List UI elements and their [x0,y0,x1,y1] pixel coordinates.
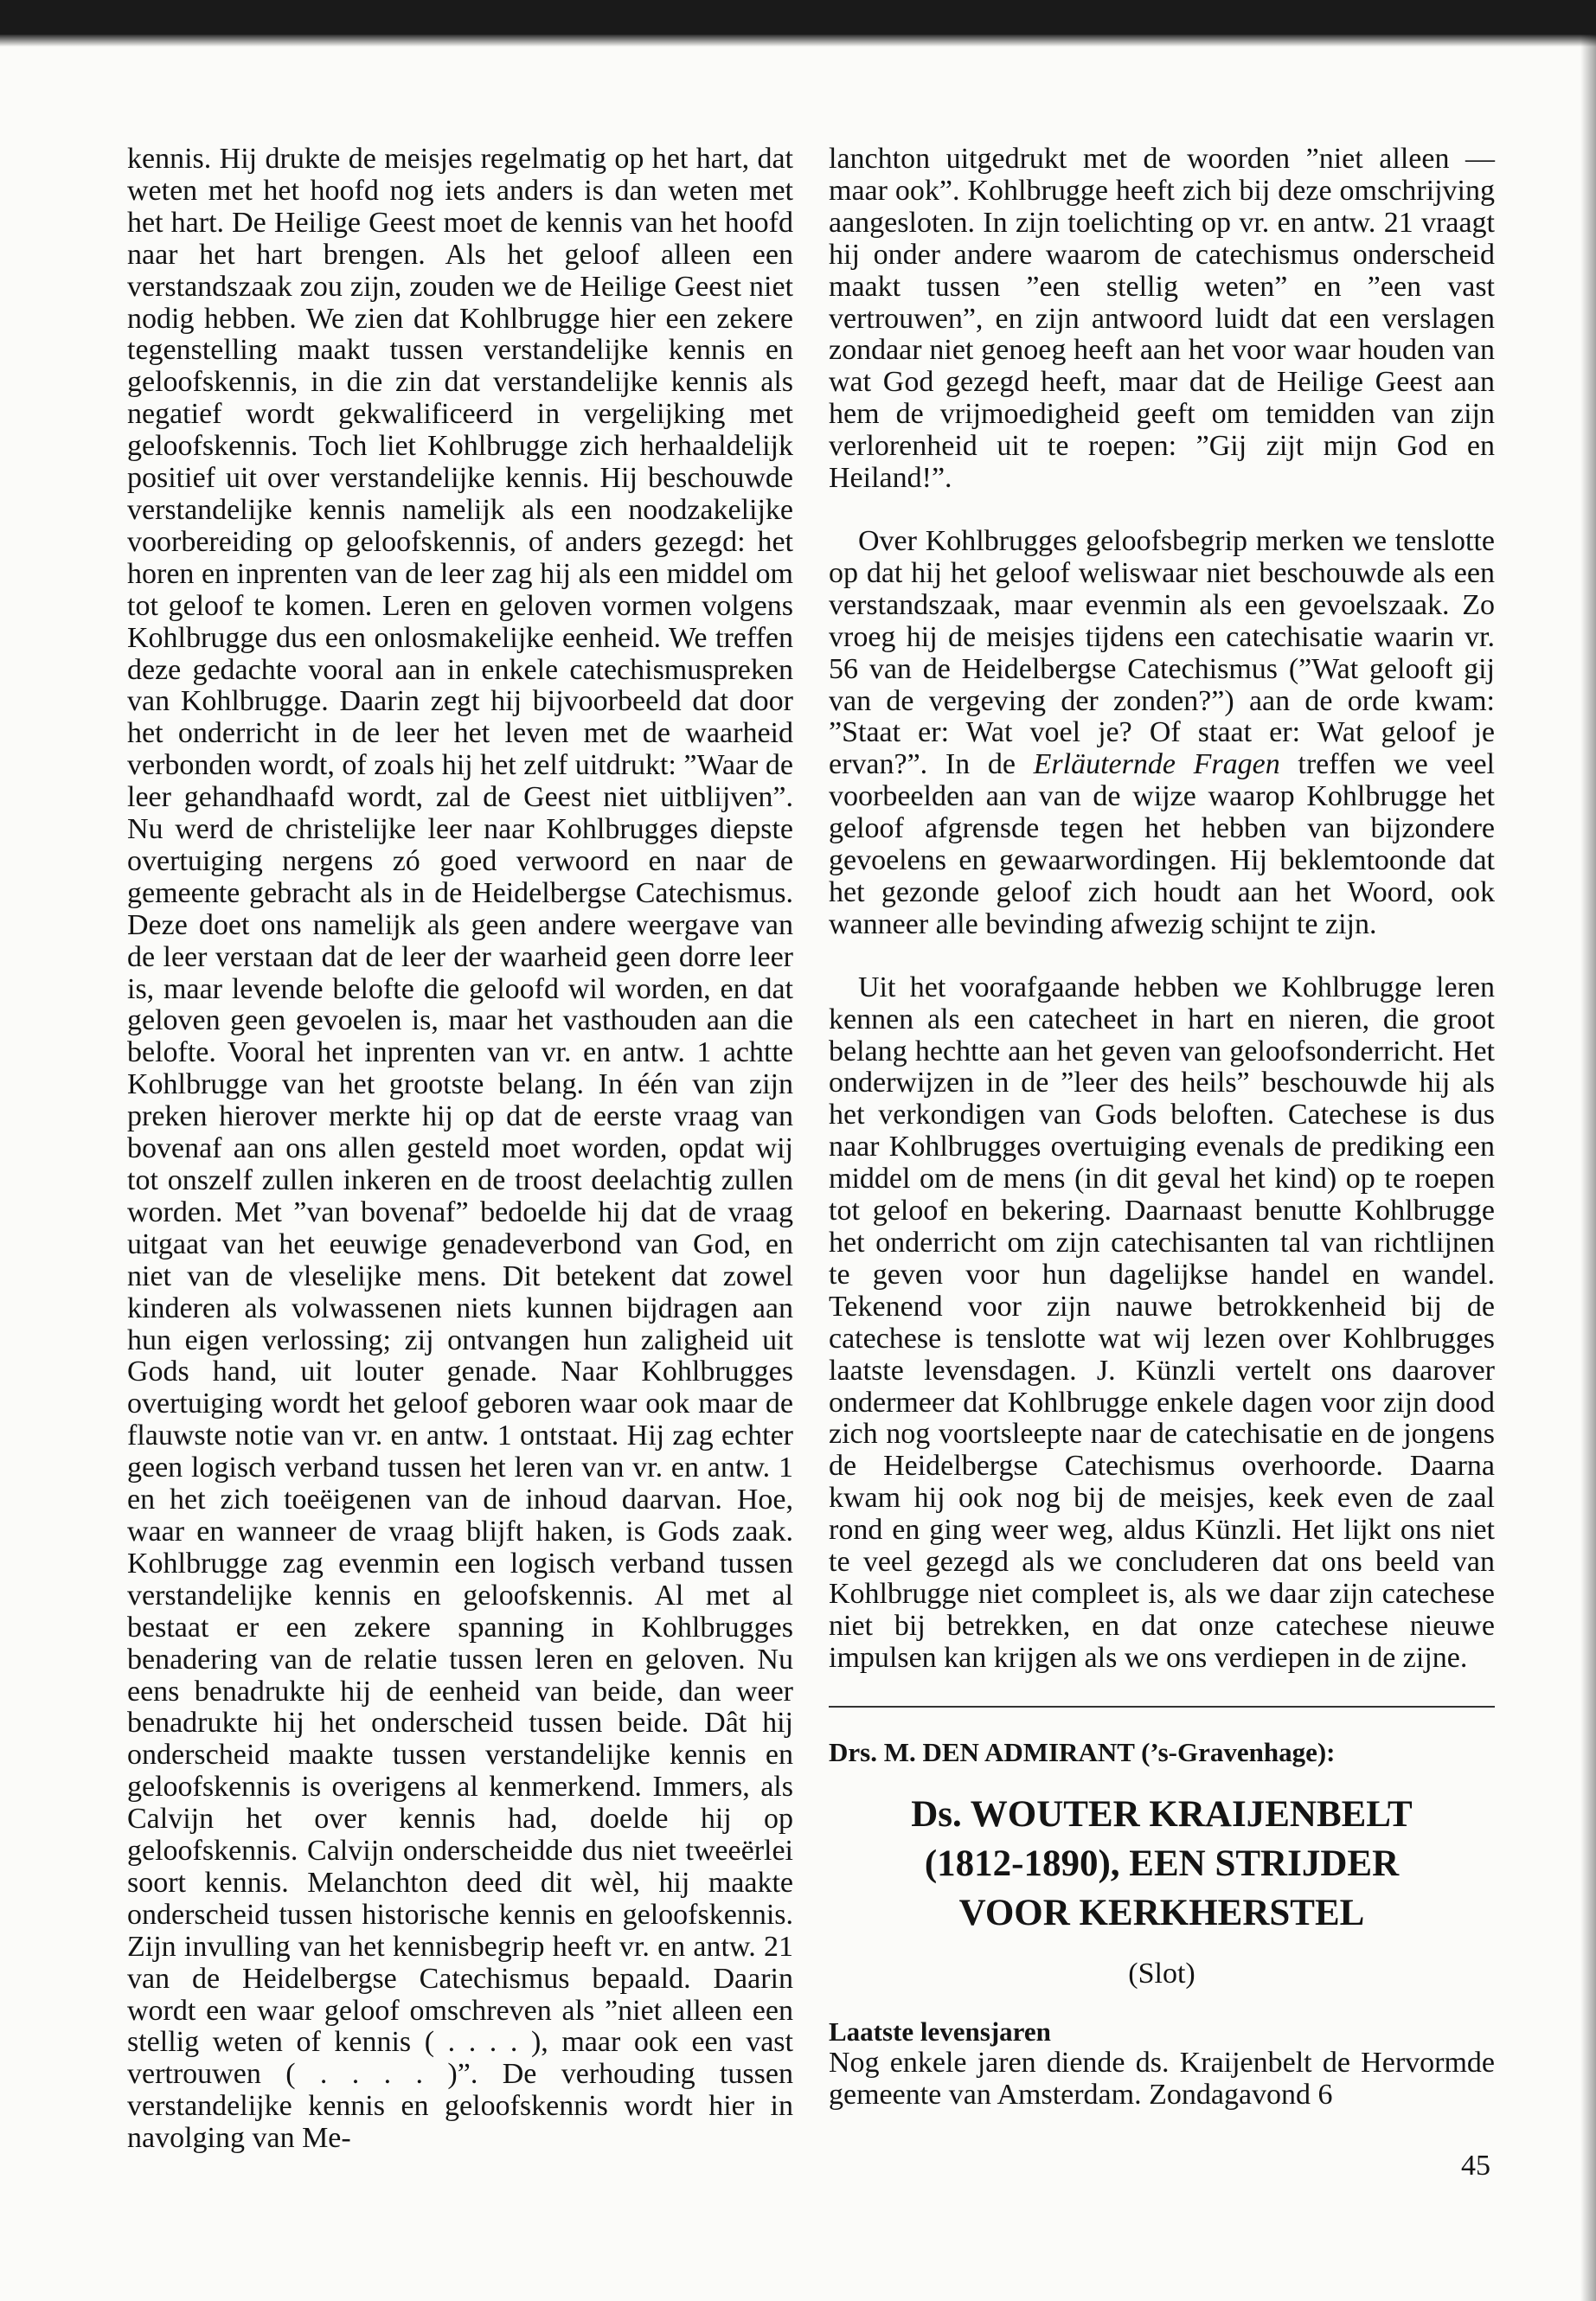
right-paragraph-2 [829,526,1495,941]
italic-book-title: Erläuternde Fragen [1033,748,1280,781]
left-column [127,144,793,2155]
right-paragraph-3: Uit het voorafgaande hebben we Kohlbrugge leren kennen als een catecheet in hart en nieren, die groot belang hechtte aan het geven van geloofsonderricht. Het onderwijzen in de ”leer des heils” beschouwde hij als het verkondigen van Gods beloften. Catechese is dus naar Kohlbrugges overtuiging evenals de prediking een middel om de mens (in dit geval het kind) op te roepen tot geloof en bekering. Daarnaast benutte Kohlbrugge het onderricht om zijn catechisanten tal van richtlijnen te geven voor hun dagelijkse handel en wandel. Tekenend voor zijn nauwe betrokkenheid bij de catechese is tenslotte wat wij lezen over Kohlbrugges laatste levensdagen. J. Künzli vertelt ons daarover ondermeer dat Kohlbrugge enkele dagen voor zijn dood zich nog voortsleepte naar de catechisatie en de jongens de Heidelbergse Catechismus overhoorde. Daarna kwam hij ook nog bij de meisjes, keek even de zaal rond en ging weer weg, aldus Künzli. Het lijkt ons niet te veel gezegd als we concluderen dat ons beeld van Kohlbrugge niet compleet is, als we daar zijn catechese niet bij betrekken, en dat onze catechese nieuwe impulsen kan krijgen als we ons verdiepen in de zijne. [829,971,1495,1674]
article-title [829,1790,1495,1938]
article-title-line-2: (1812-1890), EEN STRIJDER [924,1843,1400,1884]
article-divider [829,1706,1495,1708]
article-title-line-1: Ds. WOUTER KRAIJENBELT [911,1793,1413,1835]
right-paragraph-2-start: Over Kohlbrugges geloofsbegrip merken we tenslotte op dat hij het geloof weliswaar niet beschouwde als een verstandszaak, maar evenmin als een gevoelszaak. Zo vroeg hij de meisjes tijdens een catechisatie waarin vr. 56 van de Heidelbergse Catechismus (”Wat gelooft gij van de vergeving der zonden?”) aan de orde kwam: ”Staat er: Wat voel je? Of staat er: Wat geloof je ervan?”. In de [829,524,1495,781]
right-paragraph-1: lanchton uitgedrukt met de woorden ”niet alleen — maar ook”. Kohlbrugge heeft zich bij deze omschrijving aangesloten. In zijn toelichting op vr. en antw. 21 vraagt hij onder andere waarom de catechismus onderscheid maakt tussen ”een stellig weten” en ”een vast vertrouwen”, en zijn antwoord luidt dat een verslagen zondaar niet genoeg heeft aan het voor waar houden van wat God gezegd heeft, maar dat de Heilige Geest aan hem de vrijmoedigheid geeft om temidden van zijn verlorenheid uit te roepen: ”Gij zijt mijn God en Heiland!”. [829,143,1495,495]
page-number: 45 [1461,2150,1490,2182]
right-column [829,144,1495,2112]
article-byline: Drs. M. DEN ADMIRANT (’s-Gravenhage): [829,1736,1336,1767]
left-paragraph: kennis. Hij drukte de meisjes regelmatig op het hart, dat weten met het hoofd nog iets anders is dan weten met het hart. De Heilige Geest moet de kennis van het hoofd naar het hart brengen. Als het geloof alleen een verstandszaak zou zijn, zouden we de Heilige Geest niet nodig hebben. We zien dat Kohlbrugge hier een zekere tegenstelling maakt tussen verstandelijke kennis en geloofskennis, in die zin dat verstandelijke kennis als negatief wordt gekwalificeerd in vergelijking met geloofskennis. Toch liet Kohlbrugge zich herhaaldelijk positief uit over verstandelijke kennis. Hij beschouwde verstandelijke kennis namelijk als een noodzakelijke voorbereiding op geloofskennis, of anders gezegd: het horen en inprenten van de leer zag hij als een middel om tot geloof te komen. Leren en geloven vormen volgens Kohlbrugge dus een onlosmakelijke eenheid. We treffen deze gedachte vooral aan in enkele catechismuspreken van Kohlbrugge. Daarin zegt hij bijvoorbeeld dat door het onderricht in de leer het leven met de waarheid verbonden wordt, of zoals hij het zelf uitdrukt: ”Waar de leer gehandhaafd wordt, zal de Geest niet uitblijven”. Nu werd de christelijke leer naar Kohlbrugges diepste overtuiging nergens zó goed verwoord en naar de gemeente gebracht als in de Heidelbergse Catechismus. Deze doet ons namelijk als geen andere weergave van de leer verstaan dat de leer der waarheid geen dorre leer is, maar levende belofte die geloofd wil worden, en dat geloven geen gevoelen is, maar het vasthouden aan die belofte. Vooral het inprenten van vr. en antw. 1 achtte Kohlbrugge van het grootste belang. In één van zijn preken hierover merkte hij op dat de eerste vraag van bovenaf aan ons allen gesteld moet worden, opdat wij tot onszelf zullen inkeren en de troost deelachtig zullen worden. Met ”van bovenaf” bedoelde hij dat de vraag uitgaat van het eeuwige genadeverbond van God, en niet van de vleselijke mens. Dit betekent dat zowel kinderen als volwassenen niets kunnen bijdragen aan hun eigen verlossing; zij ontvangen hun zaligheid uit Gods hand, uit louter genade. Naar Kohlbrugges overtuiging wordt het geloof geboren waar ook maar de flauwste notie van vr. en antw. 1 ontstaat. Hij zag echter geen logisch verband tussen het leren van vr. en antw. 1 en het zich toeëigenen van de inhoud daarvan. Hoe, waar en wanneer de vraag blijft haken, is Gods zaak. Kohlbrugge zag evenmin een logisch verband tussen verstandelijke kennis en geloofskennis. Al met al bestaat er een zekere spanning in Kohlbrugges benadering van de relatie tussen leren en geloven. Nu eens benadrukte hij de eenheid van beide, dan weer benadrukte hij het onderscheid tussen beide. Dât hij onderscheid maakte tussen verstandelijke kennis en geloofskennis is overigens al kenmerkend. Immers, als Calvijn het over kennis had, doelde hij op geloofskennis. Calvijn onderscheidde dus niet tweeërlei soort kennis. Melanchton deed dit wèl, hij maakte onderscheid tussen historische kennis en geloofskennis. Zijn invulling van het kennisbegrip heeft vr. en antw. 21 van de Heidelbergse Catechismus bepaald. Daarin wordt een waar geloof omschreven als ”niet alleen een stellig weten of kennis ( . . . . ), maar ook een vast vertrouwen ( . . . . )”. De verhouding tussen verstandelijke kennis en geloofskennis wordt hier in navolging van Me- [127,143,793,2155]
section-heading: Laatste levensjaren [829,2016,1051,2047]
magazine-page [0,35,1596,2301]
page-edge-shadow [1580,35,1596,2301]
section-body: Nog enkele jaren diende ds. Kraijenbelt de Hervormde gemeente van Amsterdam. Zondagavond 6 [829,2047,1495,2112]
article-title-line-3: VOOR KERKHERSTEL [958,1892,1365,1933]
article-subtitle: (Slot) [1128,1957,1195,1990]
right-paragraph-2-end: treffen we veel voorbeelden aan van de wijze waarop Kohlbrugge het geloof afgrensde tegen het hebben van bijzondere gevoelens en gewaarwordingen. Hij beklemtoonde dat het gezonde geloof zich houdt aan het Woord, ook wanneer alle bevinding afwezig schijnt te zijn. [829,748,1495,940]
